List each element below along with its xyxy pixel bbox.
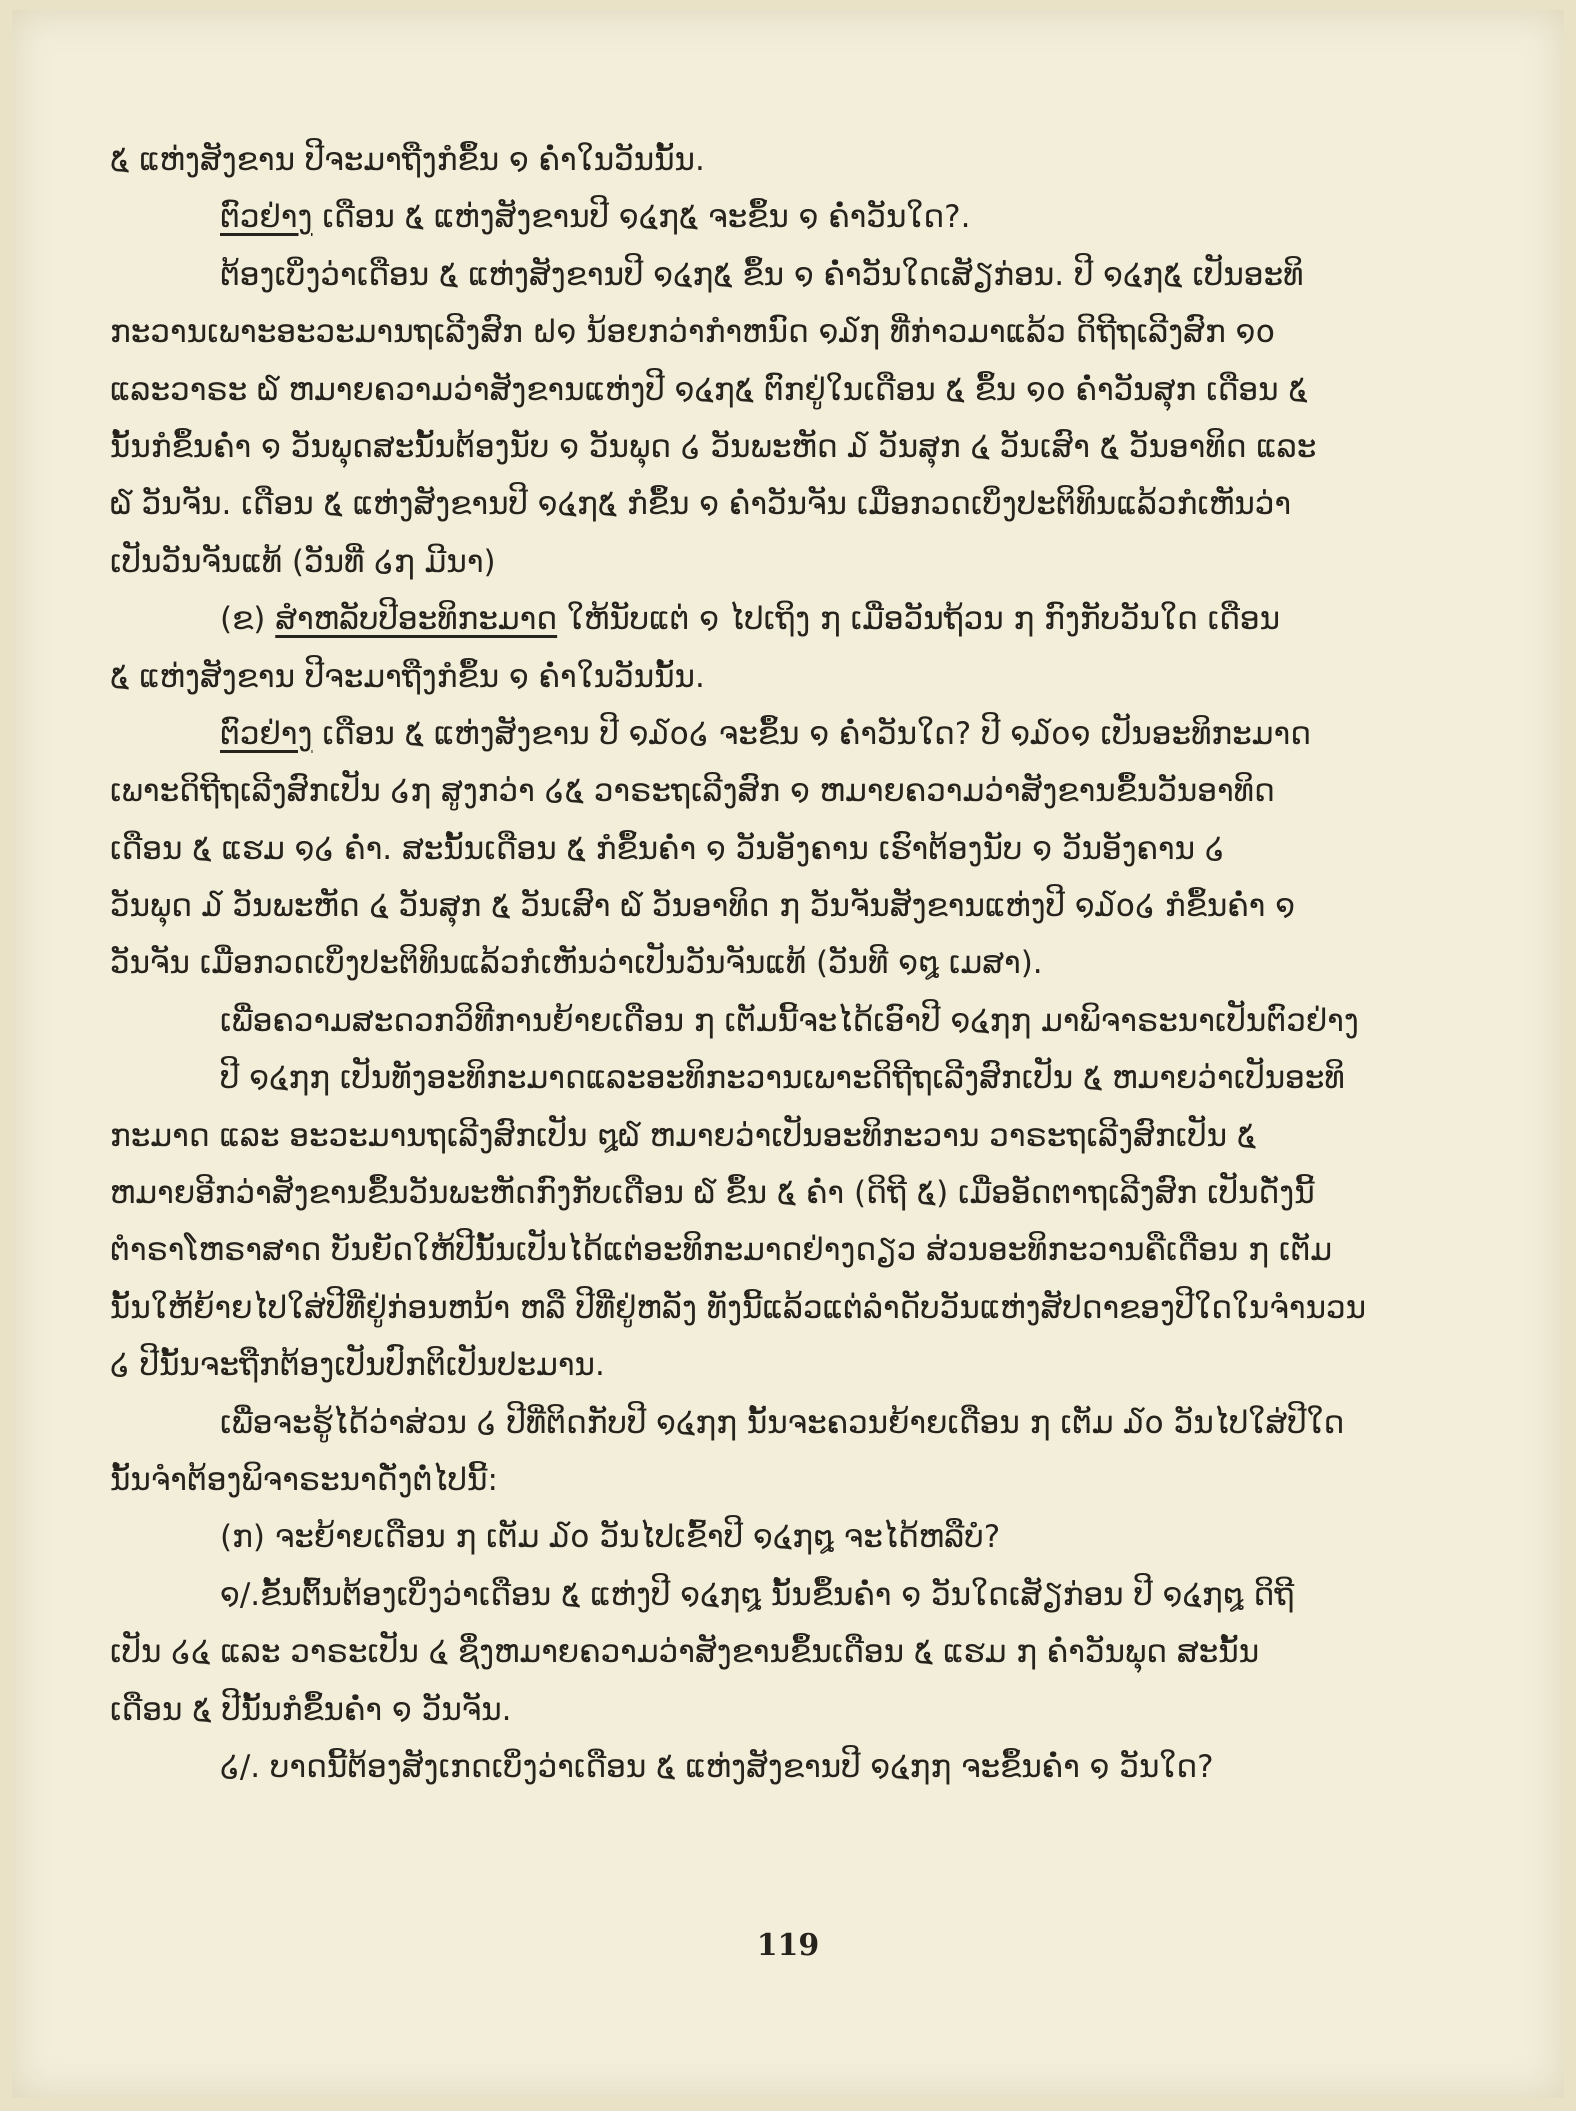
text-line: ຫມາຍອີກວ່າສັງຂານຂຶ້ນວັນພະຫັດກົງກັບເດືອນ ໖ ຂຶ້ນ ໕ ຄ່ຳ (ດິຖີ ໕) ເມື່ອອັດຕາຖເລີງສົກ ເປັນດັ່ງນີ້ xyxy=(110,1175,1315,1212)
text-line: ໑/.ຂັ້ນຕົ້ນຕ້ອງເບິ່ງວ່າເດືອນ ໕ ແຫ່ງປີ ໑໔໗໘ ນັ້ນຂຶ້ນຄ່ຳ ໑ ວັນໃດເສັຽກ່ອນ ປີ ໑໔໗໘ ດິຖີ xyxy=(220,1576,1295,1613)
item-prefix: (ຂ) xyxy=(220,601,276,638)
text-line: ຕຳຣາໂຫຣາສາດ ບັນຍັດໃຫ້ປີນັ້ນເປັນໄດ້ແຕ່ອະທິກະມາດຢ່າງດຽວ ສ່ວນອະທິກະວານຄືເດືອນ ໗ ເຕັມ xyxy=(110,1232,1333,1269)
text-line: ແລະວາຣະ ໖ ຫມາຍຄວາມວ່າສັງຂານແຫ່ງປີ ໑໔໗໕ ຕົກຢູ່ໃນເດືອນ ໕ ຂຶ້ນ ໑໐ ຄ່ຳວັນສຸກ ເດືອນ ໕ xyxy=(110,371,1308,408)
text-line: ໒ ປີນັ້ນຈະຖືກຕ້ອງເປັນປົກຕິເປັນປະມານ. xyxy=(110,1347,605,1384)
text-line: ເດືອນ ໕ ປີນັ້ນກໍຂຶ້ນຄ່ຳ ໑ ວັນຈັນ. xyxy=(110,1691,512,1728)
text-line: ປີ ໑໔໗໗ ເປັນທັງອະທິກະມາດແລະອະທິກະວານເພາະດິຖີຖເລີງສົກເປັນ ໕ ຫມາຍວ່າເປັນອະທິ xyxy=(220,1060,1345,1097)
text-line xyxy=(110,189,1490,246)
page-number: 119 xyxy=(756,1928,820,1963)
text-line: (ກ) ຈະຍ້າຍເດືອນ ໗ ເຕັມ ໓໐ ວັນໄປເຂົ້າປີ ໑໔໗໘ ຈະໄດ້ຫລືບໍ? xyxy=(220,1519,1001,1556)
text-line: ຕ້ອງເບິ່ງວ່າເດືອນ ໕ ແຫ່ງສັງຂານປີ ໑໔໗໕ ຂຶ້ນ ໑ ຄ່ຳວັນໃດເສັຽກ່ອນ. ປີ ໑໔໗໕ ເປັນອະທິ xyxy=(220,256,1304,293)
text-line: ວັນຈັນ ເມື່ອກວດເບິ່ງປະຕິທິນແລ້ວກໍເຫັນວ່າເປັນວັນຈັນແທ້ (ວັນທີ ໑໘ ເມສາ). xyxy=(110,945,1043,982)
example-label: ຕົວຢ່າງ xyxy=(220,715,313,752)
section-label: ສຳຫລັບປີອະທິກະມາດ xyxy=(275,601,558,638)
text-line: ນັ້ນຈຳຕ້ອງພິຈາຣະນາດັ່ງຕໍ່ໄປນີ້: xyxy=(110,1461,498,1498)
text-line: ນັ້ນໃຫ້ຍ້າຍໄປໃສ່ປີທີ່ຢູ່ກ່ອນຫນ້າ ຫລື ປີທີ່ຢູ່ຫລັງ ທັງນີ້ແລ້ວແຕ່ລຳດັບວັນແຫ່ງສັປດາຂອງປີໃດໃນຈຳນວນ xyxy=(110,1289,1367,1326)
text-line: ເປັນວັນຈັນແທ້ (ວັນທີ່ ໒໗ ມີນາ) xyxy=(110,543,496,580)
text-line: ໕ ແຫ່ງສັງຂານ ປີຈະມາຖືງກໍຂຶ້ນ ໑ ຄ່ຳໃນວັນນັ້ນ. xyxy=(110,658,705,695)
text-line: ໖ ວັນຈັນ. ເດືອນ ໕ ແຫ່ງສັງຂານປີ ໑໔໗໕ ກໍຂຶ້ນ ໑ ຄ່ຳວັນຈັນ ເມື່ອກວດເບິ່ງປະຕິທິນແລ້ວກໍເຫັນວ່າ xyxy=(110,486,1292,523)
example-label: ຕົວຢ່າງ xyxy=(220,199,313,236)
text-line: ນັ້ນກໍຂຶ້ນຄ່ຳ ໑ ວັນພຸດສະນັ້ນຕ້ອງນັບ ໑ ວັນພຸດ ໒ ວັນພະຫັດ ໓ ວັນສຸກ ໔ ວັນເສົາ ໕ ວັນອາທິດ ແລະ xyxy=(110,428,1317,465)
text-line: ວັນພຸດ ໓ ວັນພະຫັດ ໔ ວັນສຸກ ໕ ວັນເສົາ ໖ ວັນອາທິດ ໗ ວັນຈັນສັງຂານແຫ່ງປີ ໑໓໐໒ ກໍຂຶ້ນຄ່ຳ ໑ xyxy=(110,888,1296,925)
text-line: ເປັນ ໒໔ ແລະ ວາຣະເປັນ ໔ ຊຶ່ງຫມາຍຄວາມວ່າສັງຂານຂຶ້ນເດືອນ ໕ ແຮມ ໗ ຄ່ຳວັນພຸດ ສະນັ້ນ xyxy=(110,1634,1260,1671)
text-line xyxy=(110,706,1490,763)
text-line: ເພື່ອຈະຮູ້ໄດ້ວ່າສ່ວນ ໒ ປີທີ່ຕິດກັບປີ ໑໔໗໗ ນັ້ນຈະຄວນຍ້າຍເດືອນ ໗ ເຕັມ ໓໐ ວັນໄປໃສ່ປີໃດ xyxy=(220,1404,1345,1441)
text-line: ເພາະດິຖີຖເລີງສົກເປັນ ໒໗ ສູງກວ່າ ໒໕ ວາຣະຖເລີງສົກ ໑ ຫມາຍຄວາມວ່າສັງຂານຂຶ້ນວັນອາທິດ xyxy=(110,773,1275,810)
text-run: ໃຫ້ນັບແຕ່ ໑ ໄປເຖິງ ໗ ເມື່ອວັນຖ້ວນ ໗ ກົງກັບວັນໃດ ເດືອນ xyxy=(557,601,1281,638)
text-line xyxy=(110,591,1490,648)
text-line: ກະວານເພາະອະວະມານຖເລີງສົກ ຝ໑ ນ້ອຍກວ່າກຳຫນົດ ໑໓໗ ທີ່ກ່າວມາແລ້ວ ດິຖີຖເລີງສົກ ໑໐ xyxy=(110,314,1276,351)
text-line: ໒/. ບາດນີ້ຕ້ອງສັງເກດເບິ່ງວ່າເດືອນ ໕ ແຫ່ງສັງຂານປີ ໑໔໗໗ ຈະຂຶ້ນຄ່ຳ ໑ ວັນໃດ? xyxy=(220,1748,1214,1785)
text-line: ເດືອນ ໕ ແຮມ ໑໒ ຄ່ຳ. ສະນັ້ນເດືອນ ໕ ກໍຂຶ້ນຄ່ຳ ໑ ວັນອັງຄານ ເຮົາຕ້ອງນັບ ໑ ວັນອັງຄານ ໒ xyxy=(110,830,1225,867)
body-text xyxy=(110,132,1490,1796)
text-line: ກະມາດ ແລະ ອະວະມານຖເລີງສົກເປັນ ໘໖ ຫມາຍວ່າເປັນອະທິກະວານ ວາຣະຖເລີງສົກເປັນ ໕ xyxy=(110,1117,1257,1154)
text-line: ໕ ແຫ່ງສັງຂານ ປີຈະມາຖືງກໍຂຶ້ນ ໑ ຄ່ຳໃນວັນນັ້ນ. xyxy=(110,142,705,178)
text-run: ເດືອນ ໕ ແຫ່ງສັງຂານປີ ໑໔໗໕ ຈະຂຶ້ນ ໑ ຄ່ຳວັນໃດ?. xyxy=(312,199,971,236)
scanned-page xyxy=(12,10,1564,2098)
text-line: ເພື່ອຄວາມສະດວກວິທີການຍ້າຍເດືອນ ໗ ເຕັມນີ້ຈະໄດ້ເອົາປີ ໑໔໗໗ ມາພິຈາຣະນາເປັນຕົວຢ່າງ xyxy=(220,1002,1359,1039)
text-run: ເດືອນ ໕ ແຫ່ງສັງຂານ ປີ ໑໓໐໒ ຈະຂຶ້ນ ໑ ຄ່ຳວັນໃດ? ປີ ໑໓໐໑ ເປັນອະທິກະມາດ xyxy=(312,715,1311,752)
